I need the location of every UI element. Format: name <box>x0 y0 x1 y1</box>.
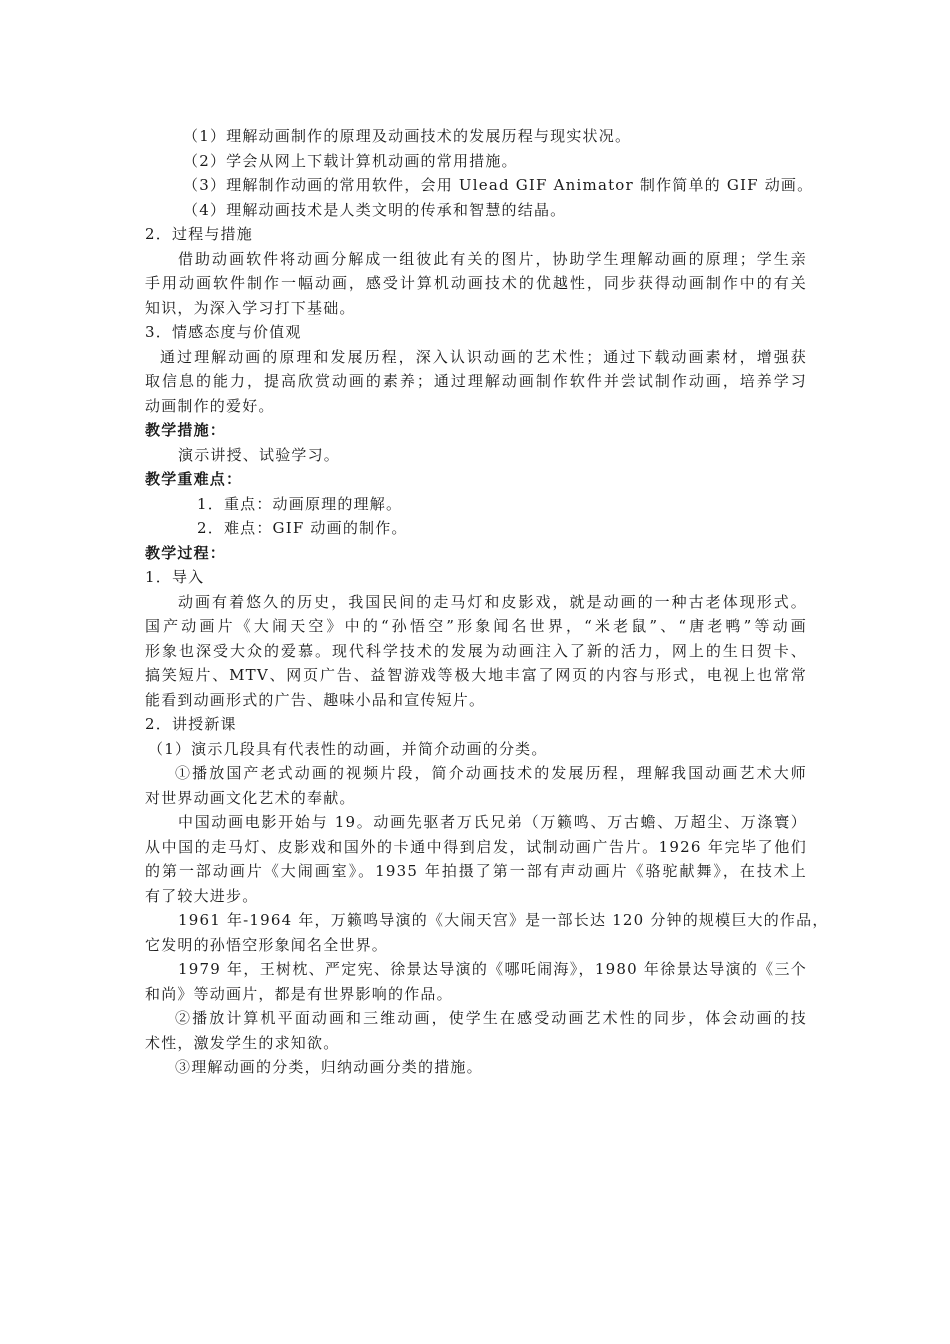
paragraph-line: 借助动画软件将动画分解成一组彼此有关的图片，协助学生理解动画的原理；学生亲 <box>178 249 807 268</box>
section-heading-process-methods: 2．过程与措施 <box>145 225 253 243</box>
objective-item-2: （2）学会从网上下载计算机动画的常用措施。 <box>183 151 518 170</box>
difficulty-item: 2．难点：GIF 动画的制作。 <box>197 519 408 537</box>
paragraph-line: 有了较大进步。 <box>145 886 259 905</box>
objective-item-4: （4）理解动画技术是人类文明的传承和智慧的结晶。 <box>183 200 567 219</box>
paragraph-line: 手用动画软件制作一幅动画，感受计算机动画技术的优越性，同步获得动画制作中的有关 <box>145 274 807 292</box>
paragraph-line: 搞笑短片、MTV、网页广告、益智游戏等极大地丰富了网页的内容与形式，电视上也常常 <box>145 666 807 684</box>
paragraph-line: 能看到动画形式的广告、趣味小品和宣传短片。 <box>145 690 486 709</box>
paragraph-line: 动画制作的爱好。 <box>145 396 275 415</box>
paragraph-line: 从中国的走马灯、皮影戏和国外的卡通中得到启发，试制动画广告片。1926 年完毕了他们 <box>145 837 807 856</box>
heading-teaching-methods: 教学措施： <box>145 421 227 439</box>
paragraph-line: ②播放计算机平面动画和三维动画，使学生在感受动画艺术性的同步，体会动画的技 <box>175 1009 807 1027</box>
paragraph-line: 形象也深受大众的爱慕。现代科学技术的发展为动画注入了新的活力，网上的生日贺卡、 <box>145 641 807 660</box>
heading-teaching-process: 教学过程： <box>145 543 227 562</box>
section-heading-attitude-values: 3．情感态度与价值观 <box>145 323 302 341</box>
paragraph-line: 1979 年，王树枕、严定宪、徐景达导演的《哪吒闹海》，1980 年徐景达导演的《三个 <box>178 960 807 978</box>
section-heading-introduction: 1．导入 <box>145 568 205 586</box>
paragraph-line: 的第一部动画片《大闹画室》。1935 年拍摄了第一部有声动画片《骆驼献舞》，在技术上 <box>145 862 807 880</box>
paragraph-line: 取信息的能力，提高欣赏动画的素养；通过理解动画制作软件并尝试制作动画，培养学习 <box>145 372 807 390</box>
teaching-methods-text: 演示讲授、试验学习。 <box>178 445 341 464</box>
objective-item-3: （3）理解制作动画的常用软件，会用 Ulead GIF Animator 制作简单的 GIF 动画。 <box>183 176 814 194</box>
paragraph-line: 知识，为深入学习打下基础。 <box>145 298 356 317</box>
section-heading-new-lesson: 2．讲授新课 <box>145 715 237 733</box>
paragraph-line: 动画有着悠久的历史，我国民间的走马灯和皮影戏，就是动画的一种古老体现形式。 <box>178 592 807 611</box>
paragraph-line: ③理解动画的分类，归纳动画分类的措施。 <box>175 1058 483 1076</box>
paragraph-line: 它发明的孙悟空形象闻名全世界。 <box>145 935 389 954</box>
paragraph-line: 术性，激发学生的求知欲。 <box>145 1033 340 1052</box>
paragraph-line: 对世界动画文化艺术的奉献。 <box>145 788 356 807</box>
paragraph-line: 和尚》等动画片，都是有世界影响的作品。 <box>145 984 453 1003</box>
paragraph-line: 中国动画电影开始与 19。动画先驱者万氏兄弟（万籁鸣、万古蟾、万超尘、万涤寰） <box>178 813 807 831</box>
document-page <box>145 124 829 1080</box>
paragraph-line: 通过理解动画的原理和发展历程，深入认识动画的艺术性；通过下载动画素材，增强获 <box>160 347 807 366</box>
paragraph-line: 1961 年-1964 年，万籁鸣导演的《大闹天宫》是一部长达 120 分钟的规模巨大的作品， <box>178 911 829 929</box>
paragraph-line: ①播放国产老式动画的视频片段，简介动画技术的发展历程，理解我国动画艺术大师 <box>175 764 807 782</box>
subsection-item-1: （1）演示几段具有代表性的动画，并简介动画的分类。 <box>148 739 548 758</box>
paragraph-line: 国产动画片《大闹天空》中的“孙悟空”形象闻名世界，“米老鼠”、“唐老鸭”等动画 <box>145 617 807 635</box>
key-point-item: 1．重点：动画原理的理解。 <box>197 494 403 513</box>
heading-key-points: 教学重难点： <box>145 470 243 488</box>
objective-item-1: （1）理解动画制作的原理及动画技术的发展历程与现实状况。 <box>183 127 632 145</box>
